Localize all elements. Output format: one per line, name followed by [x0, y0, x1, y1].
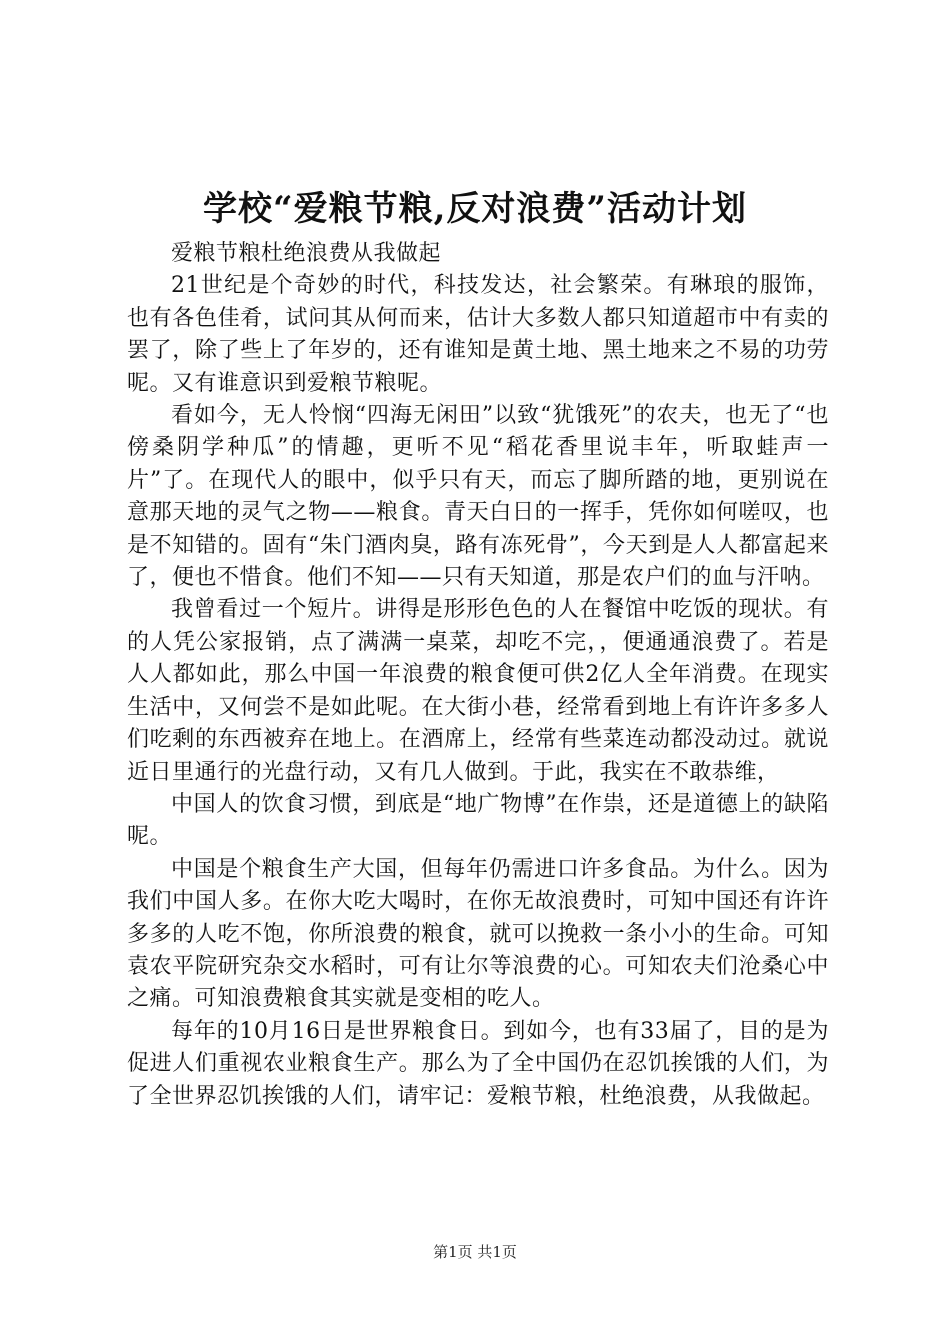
document-title: 学校“爱粮节粮,反对浪费”活动计划: [203, 189, 747, 229]
paragraph: 每年的10月16日是世界粮食日。到如今，也有33届了，目的是为促进人们重视农业粮食生产。那么为了全中国仍在忍饥挨饿的人们，为了全世界忍饥挨饿的人们，请牢记：爱粮节粮，杜绝浪费，从我做起。: [127, 1018, 829, 1109]
paragraph: 21世纪是个奇妙的时代，科技发达，社会繁荣。有琳琅的服饰，也有各色佳肴，试问其从何而来，估计大多数人都只知道超市中有卖的罢了，除了些上了年岁的，还有谁知是黄土地、黑土地来之不易的功劳呢。又有谁意识到爱粮节粮呢。: [127, 273, 829, 396]
paragraph: 我曾看过一个短片。讲得是形形色色的人在餐馆中吃饭的现状。有的人凭公家报销，点了满满一桌菜，却吃不完，，便通通浪费了。若是人人都如此，那么中国一年浪费的粮食便可供2亿人全年消费。在现实生活中，又何尝不是如此呢。在大街小巷，经常看到地上有许许多多人们吃剩的东西被弃在地上。在酒席上，经常有些菜连动都没动过。就说近日里通行的光盘行动，又有几人做到。于此，我实在不敢恭维，: [127, 597, 829, 785]
paragraph: 中国是个粮食生产大国，但每年仍需进口许多食品。为什么。因为我们中国人多。在你大吃大喝时，在你无故浪费时，可知中国还有许许多多的人吃不饱，你所浪费的粮食，就可以挽救一条小小的生命。可知袁农平院研究杂交水稻时，可有让尔等浪费的心。可知农夫们沧桑心中之痛。可知浪费粮食其实就是变相的吃人。: [127, 856, 829, 1012]
page-footer: 第1页 共1页: [433, 1243, 517, 1261]
paragraph: 看如今，无人怜悯“四海无闲田”以致“犹饿死”的农夫，也无了“也傍桑阴学种瓜”的情趣，更听不见“稻花香里说丰年，听取蛙声一片”了。在现代人的眼中，似乎只有天，而忘了脚所踏的地，更别说在意那天地的灵气之物——粮食。青天白日的一挥手，凭你如何嗟叹，也是不知错的。固有“朱门酒肉臭，路有冻死骨”，今天到是人人都富起来了，便也不惜食。他们不知——只有天知道，那是农户们的血与汗呐。: [127, 403, 829, 591]
paragraph: 中国人的饮食习惯，到底是“地广物博”在作祟，还是道德上的缺陷呢。: [127, 791, 829, 850]
paragraph-subtitle: 爱粮节粮杜绝浪费从我做起: [171, 241, 442, 266]
document-body: [127, 238, 829, 1113]
